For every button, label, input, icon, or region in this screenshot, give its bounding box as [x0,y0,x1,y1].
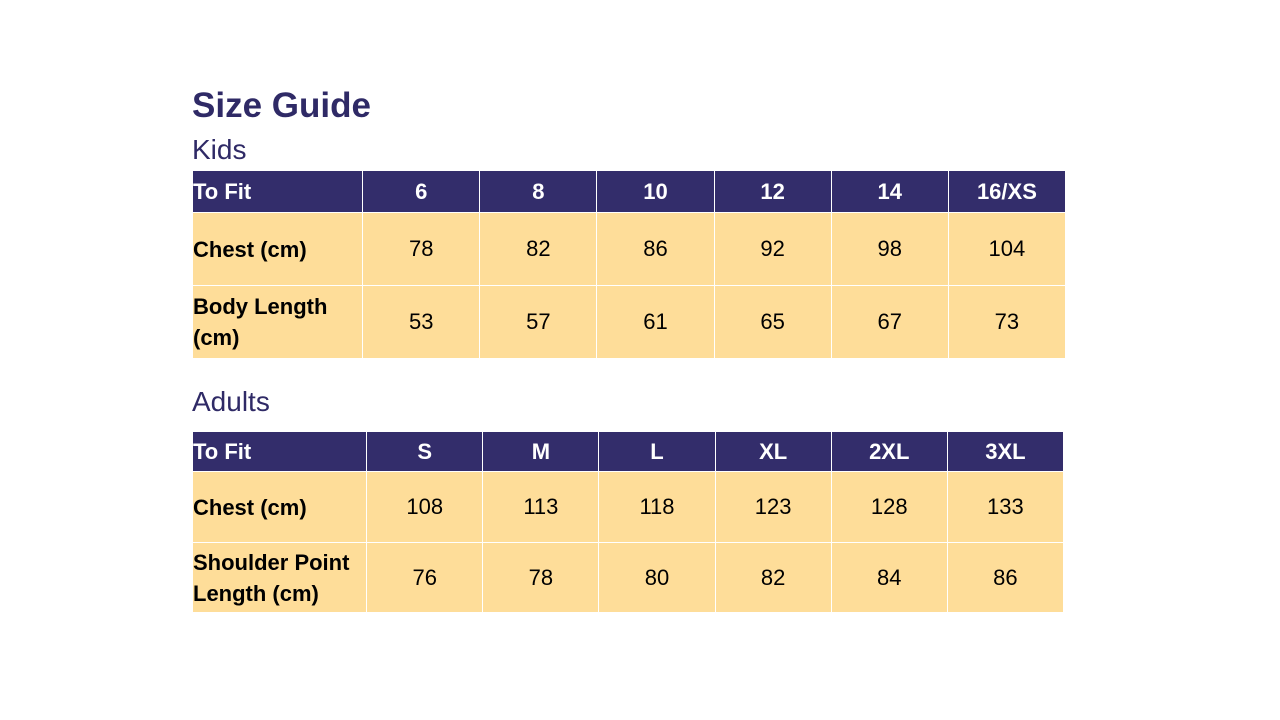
page-title: Size Guide [192,86,371,125]
kids-header-size: 12 [714,171,831,213]
adults-header-size: M [483,432,599,472]
measurement-cell: 76 [367,543,483,613]
adults-size-table [192,431,1064,613]
measurement-cell: 78 [363,213,480,286]
measurement-cell: 98 [831,213,948,286]
kids-header-size: 16/XS [948,171,1065,213]
measurement-cell: 86 [947,543,1063,613]
measurement-cell: 65 [714,286,831,359]
measurement-cell: 108 [367,472,483,543]
adults-header-to-fit: To Fit [193,432,367,472]
measurement-cell: 86 [597,213,714,286]
adults-heading: Adults [192,386,270,417]
kids-body-length-row [193,286,1066,359]
measurement-cell: 57 [480,286,597,359]
kids-header-to-fit: To Fit [193,171,363,213]
kids-heading: Kids [192,134,247,165]
adults-header-row [193,432,1064,472]
kids-header-row [193,171,1066,213]
measurement-cell: 61 [597,286,714,359]
measurement-cell: 80 [599,543,715,613]
measurement-cell: 123 [715,472,831,543]
row-label: Chest (cm) [193,213,363,286]
adults-chest-row [193,472,1064,543]
measurement-cell: 82 [715,543,831,613]
kids-header-size: 14 [831,171,948,213]
adults-header-size: L [599,432,715,472]
adults-header-size: 3XL [947,432,1063,472]
measurement-cell: 84 [831,543,947,613]
kids-header-size: 10 [597,171,714,213]
measurement-cell: 67 [831,286,948,359]
measurement-cell: 104 [948,213,1065,286]
measurement-cell: 73 [948,286,1065,359]
measurement-cell: 78 [483,543,599,613]
measurement-cell: 128 [831,472,947,543]
row-label: Body Length (cm) [193,286,363,359]
adults-header-size: S [367,432,483,472]
kids-size-table [192,170,1066,359]
adults-header-size: 2XL [831,432,947,472]
kids-header-size: 6 [363,171,480,213]
row-label: Shoulder Point Length (cm) [193,543,367,613]
measurement-cell: 113 [483,472,599,543]
row-label: Chest (cm) [193,472,367,543]
adults-header-size: XL [715,432,831,472]
measurement-cell: 53 [363,286,480,359]
measurement-cell: 82 [480,213,597,286]
kids-chest-row [193,213,1066,286]
kids-header-size: 8 [480,171,597,213]
adults-shoulder-length-row [193,543,1064,613]
measurement-cell: 92 [714,213,831,286]
measurement-cell: 118 [599,472,715,543]
measurement-cell: 133 [947,472,1063,543]
